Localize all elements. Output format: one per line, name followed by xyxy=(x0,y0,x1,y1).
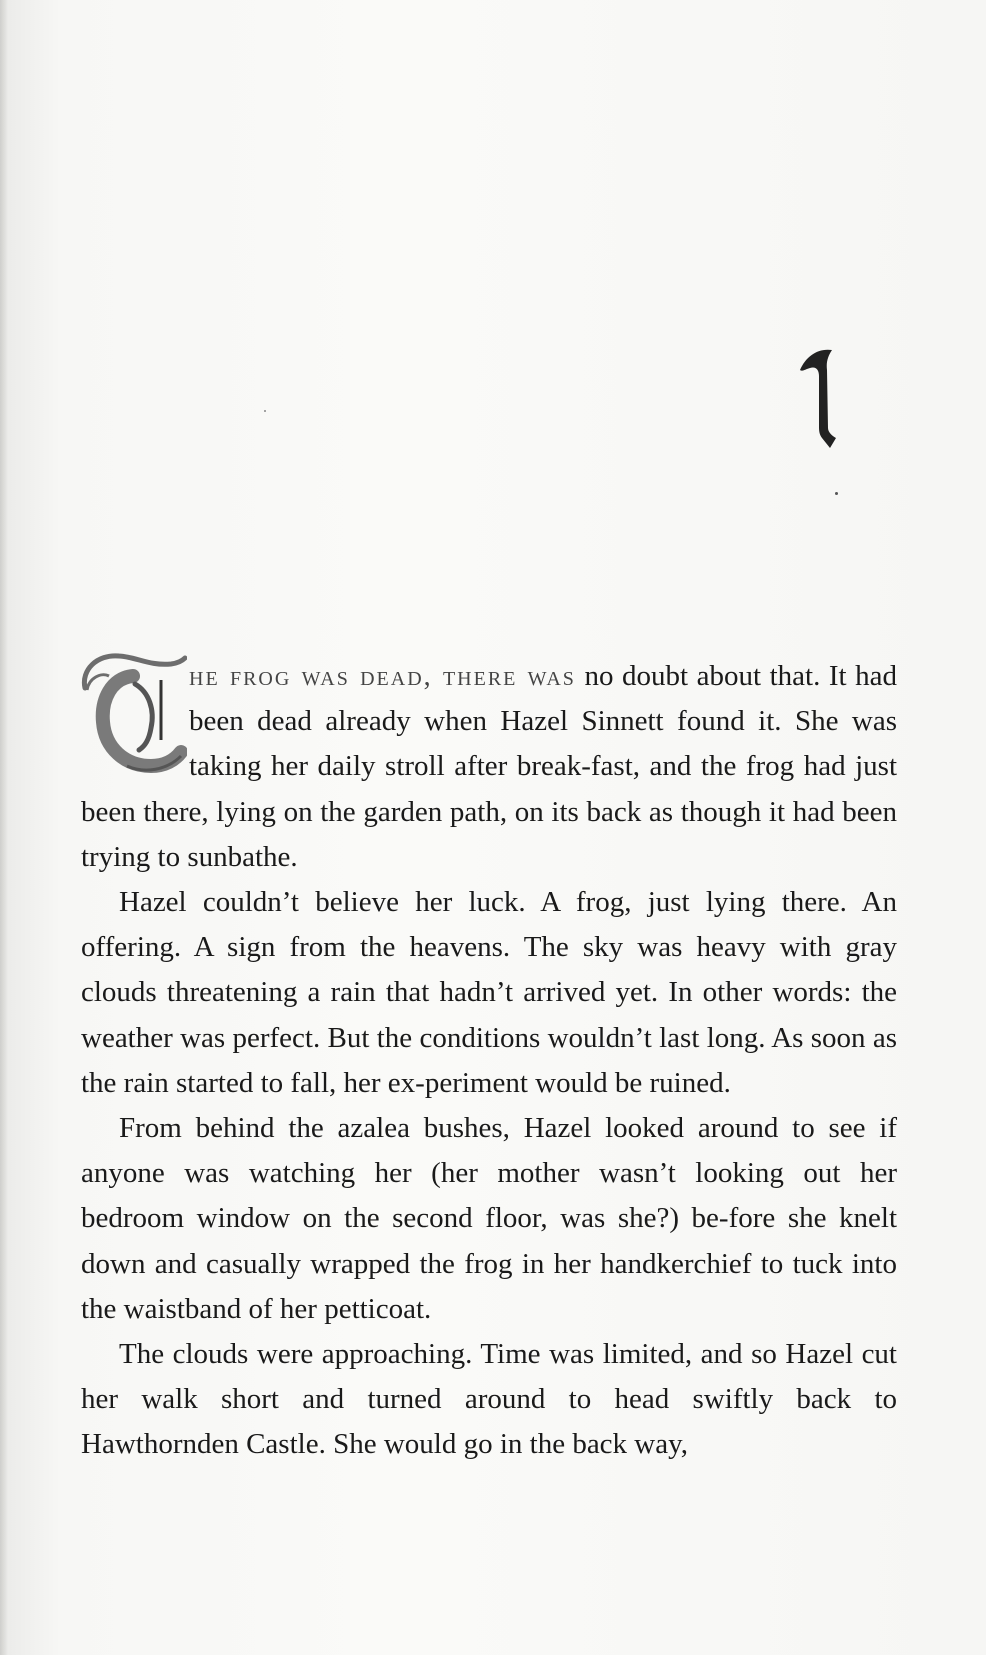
opening-smallcaps: he frog was dead, there was xyxy=(189,661,576,692)
paragraph-2: Hazel couldn’t believe her luck. A frog, just lying there. An offering. A sign from the heavens. The sky was heavy with gray clouds threatening a rain that hadn’t arrived yet. In other words: the weather was perfect. But the conditions wouldn’t last long. As soon as the rain started to fall, her ex-periment would be ruined. xyxy=(81,886,897,1099)
drop-cap-letter-icon xyxy=(75,648,187,780)
opening-rest: no doubt about that. It had been dead already when Hazel Sinnett found it. She was taking her daily stroll after break-fast, and the frog had just been there, lying on the garden path, on its back as though it had been trying to sunbathe. xyxy=(81,660,897,873)
chapter-one-glyph-icon xyxy=(792,340,862,460)
paragraph-3: From behind the azalea bushes, Hazel looked around to see if anyone was watching her (her mother wasn’t looking out her bedroom window on the second floor, was she?) be-fore she knelt down and casually wrapped the frog in her handkerchief to tuck into the waistband of her petticoat. xyxy=(81,1112,897,1325)
print-speck xyxy=(264,410,266,412)
chapter-text xyxy=(81,654,897,1468)
print-speck xyxy=(835,492,838,495)
chapter-number-icon xyxy=(792,340,862,460)
opening-paragraph xyxy=(81,654,897,880)
paragraph-4: The clouds were approaching. Time was limited, and so Hazel cut her walk short and turned around to head swiftly back to Hawthornden Castle. She would go in the back way, xyxy=(81,1338,897,1461)
page-edge-shadow xyxy=(0,0,8,1655)
